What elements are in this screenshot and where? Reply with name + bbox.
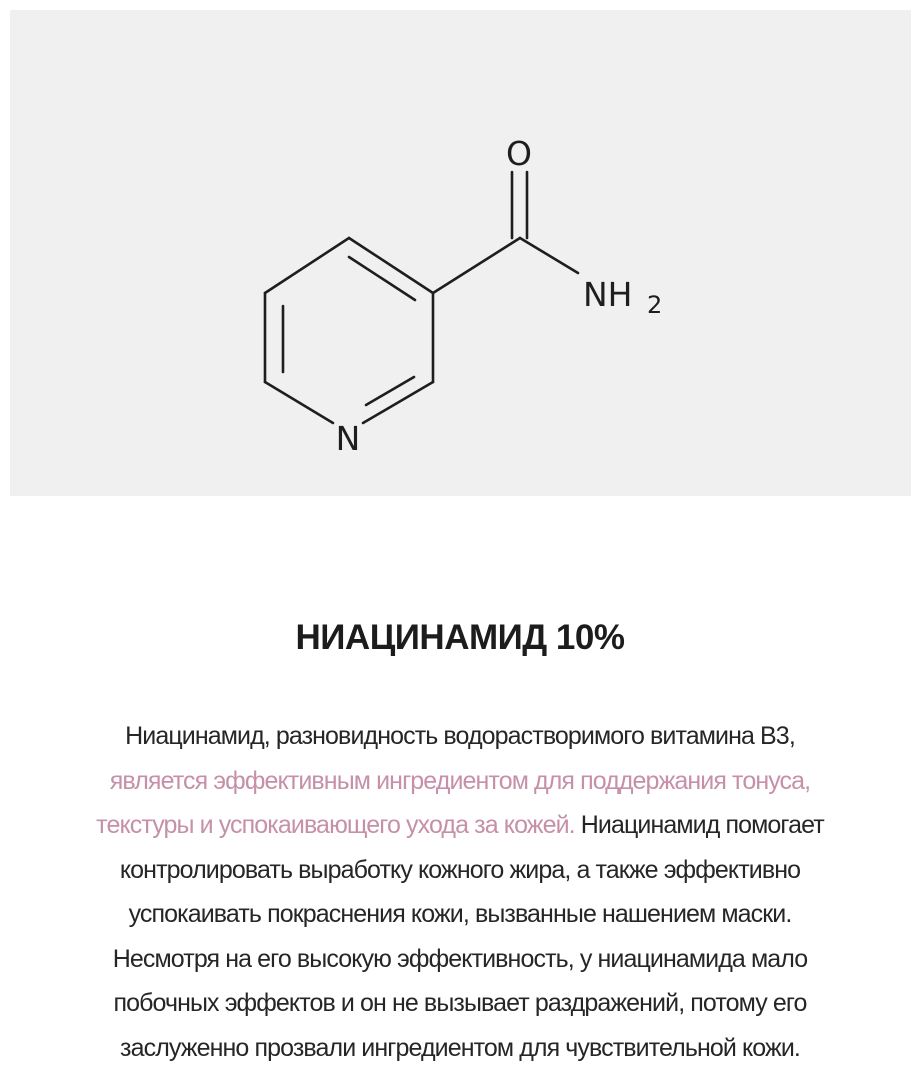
- description-line: Ниацинамид, разновидность водорастворимого витамина B3,: [125, 722, 795, 750]
- bond-ring-to-carbonyl: [433, 238, 520, 293]
- oxygen-atom-label: O: [506, 134, 532, 173]
- description-line: заслуженно прозвали ингредиентом для чувствительной кожи.: [120, 1033, 800, 1062]
- description-line: [0, 803, 920, 848]
- molecule-diagram-panel: [10, 10, 911, 496]
- description-line: побочных эффектов и он не вызывает раздражений, потому его: [113, 989, 807, 1017]
- description-fragment: Ниацинамид помогает: [574, 811, 824, 839]
- ring-inner-double-top: [349, 257, 415, 300]
- description-text: [0, 714, 920, 1070]
- amine-atom-label: NH: [583, 275, 633, 314]
- description-line: успокаивать покраснения кожи, вызванные нашением маски.: [128, 900, 792, 928]
- bond-carbonyl-to-amine: [520, 238, 578, 273]
- description-line: Несмотря на его высокую эффективность, у ниацинамида мало: [112, 944, 808, 973]
- page-title: НИАЦИНАМИД 10%: [295, 618, 625, 657]
- description-line-accent: является эффективным ингредиентом для поддержания тонуса,: [109, 766, 811, 795]
- description-line: контролировать выработку кожного жира, а также эффективно: [119, 855, 801, 884]
- ring-bond-top-left: [265, 238, 349, 293]
- ring-bond-left-bottom: [265, 382, 333, 423]
- description-accent-fragment: текстуры и успокаивающего ухода за кожей.: [96, 811, 575, 839]
- ring-inner-double-bottom: [366, 377, 414, 405]
- amine-subscript: 2: [647, 291, 663, 319]
- ring-nitrogen-atom-label: N: [335, 419, 361, 458]
- ring-bond-right-bottom: [363, 382, 433, 423]
- niacinamide-structure-diagram: [10, 10, 911, 496]
